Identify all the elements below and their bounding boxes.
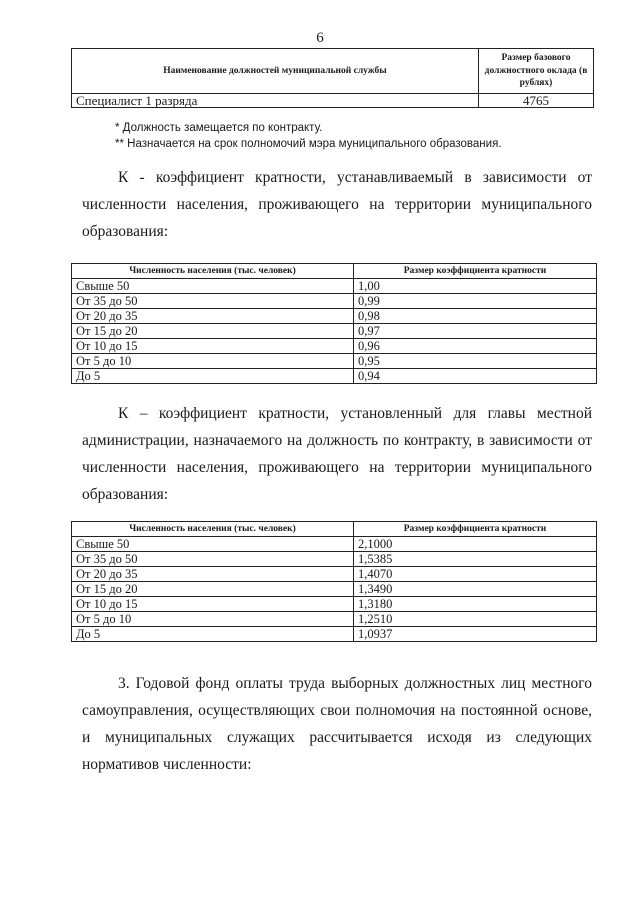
table-row [72, 294, 597, 309]
cell-population: От 10 до 15 [72, 339, 354, 354]
column-header-coefficient: Размер коэффициента кратности [354, 264, 597, 279]
page-number: 6 [316, 30, 324, 46]
paragraph-coefficient-definition: К - коэффициент кратности, устанавливаемый в зависимости от численности населения, проживающего на территории муниципального образования: [82, 169, 592, 240]
paragraph-annual-wage-fund: 3. Годовой фонд оплаты труда выборных должностных лиц местного самоуправления, осуществляющих свои полномочия на постоянной основе, и муниципальных служащих рассчитывается исходя из следующих нормативов численности: [82, 675, 592, 773]
cell-population: От 35 до 50 [72, 552, 354, 567]
table-row [72, 552, 597, 567]
cell-population: От 15 до 20 [72, 324, 354, 339]
column-header-salary: Размер базового должностного оклада (в рублях) [479, 49, 594, 94]
cell-population: От 35 до 50 [72, 294, 354, 309]
cell-population: От 20 до 35 [72, 309, 354, 324]
cell-coefficient: 0,95 [354, 354, 597, 369]
column-header-position: Наименование должностей муниципальной службы [72, 49, 479, 94]
cell-population: От 20 до 35 [72, 567, 354, 582]
footnote-contract: * Должность замещается по контракту. [115, 122, 323, 134]
coefficient-table-2 [71, 521, 597, 642]
coefficient-table-1 [71, 263, 597, 384]
table-row [72, 369, 597, 384]
cell-coefficient: 2,1000 [354, 537, 597, 552]
cell-coefficient: 1,4070 [354, 567, 597, 582]
table-row [72, 354, 597, 369]
table-row [72, 567, 597, 582]
table-row [72, 279, 597, 294]
cell-population: Свыше 50 [72, 537, 354, 552]
cell-coefficient: 0,98 [354, 309, 597, 324]
table-row [72, 94, 594, 108]
cell-coefficient: 1,0937 [354, 627, 597, 642]
table-row [72, 582, 597, 597]
cell-salary: 4765 [479, 94, 594, 108]
cell-population: От 15 до 20 [72, 582, 354, 597]
table-row [72, 612, 597, 627]
column-header-coefficient: Размер коэффициента кратности [354, 522, 597, 537]
cell-coefficient: 0,99 [354, 294, 597, 309]
cell-population: До 5 [72, 369, 354, 384]
cell-coefficient: 1,3180 [354, 597, 597, 612]
column-header-population: Численность населения (тыс. человек) [72, 522, 354, 537]
table-row [72, 627, 597, 642]
cell-population: От 5 до 10 [72, 354, 354, 369]
cell-coefficient: 0,96 [354, 339, 597, 354]
cell-population: До 5 [72, 627, 354, 642]
table-header-row [72, 522, 597, 537]
cell-coefficient: 0,94 [354, 369, 597, 384]
cell-population: От 5 до 10 [72, 612, 354, 627]
table-row [72, 339, 597, 354]
table-header-row [72, 49, 594, 94]
cell-population: От 10 до 15 [72, 597, 354, 612]
position-salary-table [71, 48, 594, 108]
cell-coefficient: 1,00 [354, 279, 597, 294]
cell-coefficient: 1,3490 [354, 582, 597, 597]
table-row [72, 309, 597, 324]
cell-position: Специалист 1 разряда [72, 94, 479, 108]
paragraph-coefficient-head-administration: К – коэффициент кратности, установленный для главы местной администрации, назначаемого на должность по контракту, в зависимости от численности населения, проживающего на территории муниципального образования: [82, 405, 592, 503]
table-row [72, 537, 597, 552]
column-header-population: Численность населения (тыс. человек) [72, 264, 354, 279]
table-row [72, 324, 597, 339]
table-header-row [72, 264, 597, 279]
cell-population: Свыше 50 [72, 279, 354, 294]
cell-coefficient: 1,2510 [354, 612, 597, 627]
footnote-term: ** Назначается на срок полномочий мэра муниципального образования. [115, 138, 502, 150]
table-row [72, 597, 597, 612]
cell-coefficient: 0,97 [354, 324, 597, 339]
cell-coefficient: 1,5385 [354, 552, 597, 567]
